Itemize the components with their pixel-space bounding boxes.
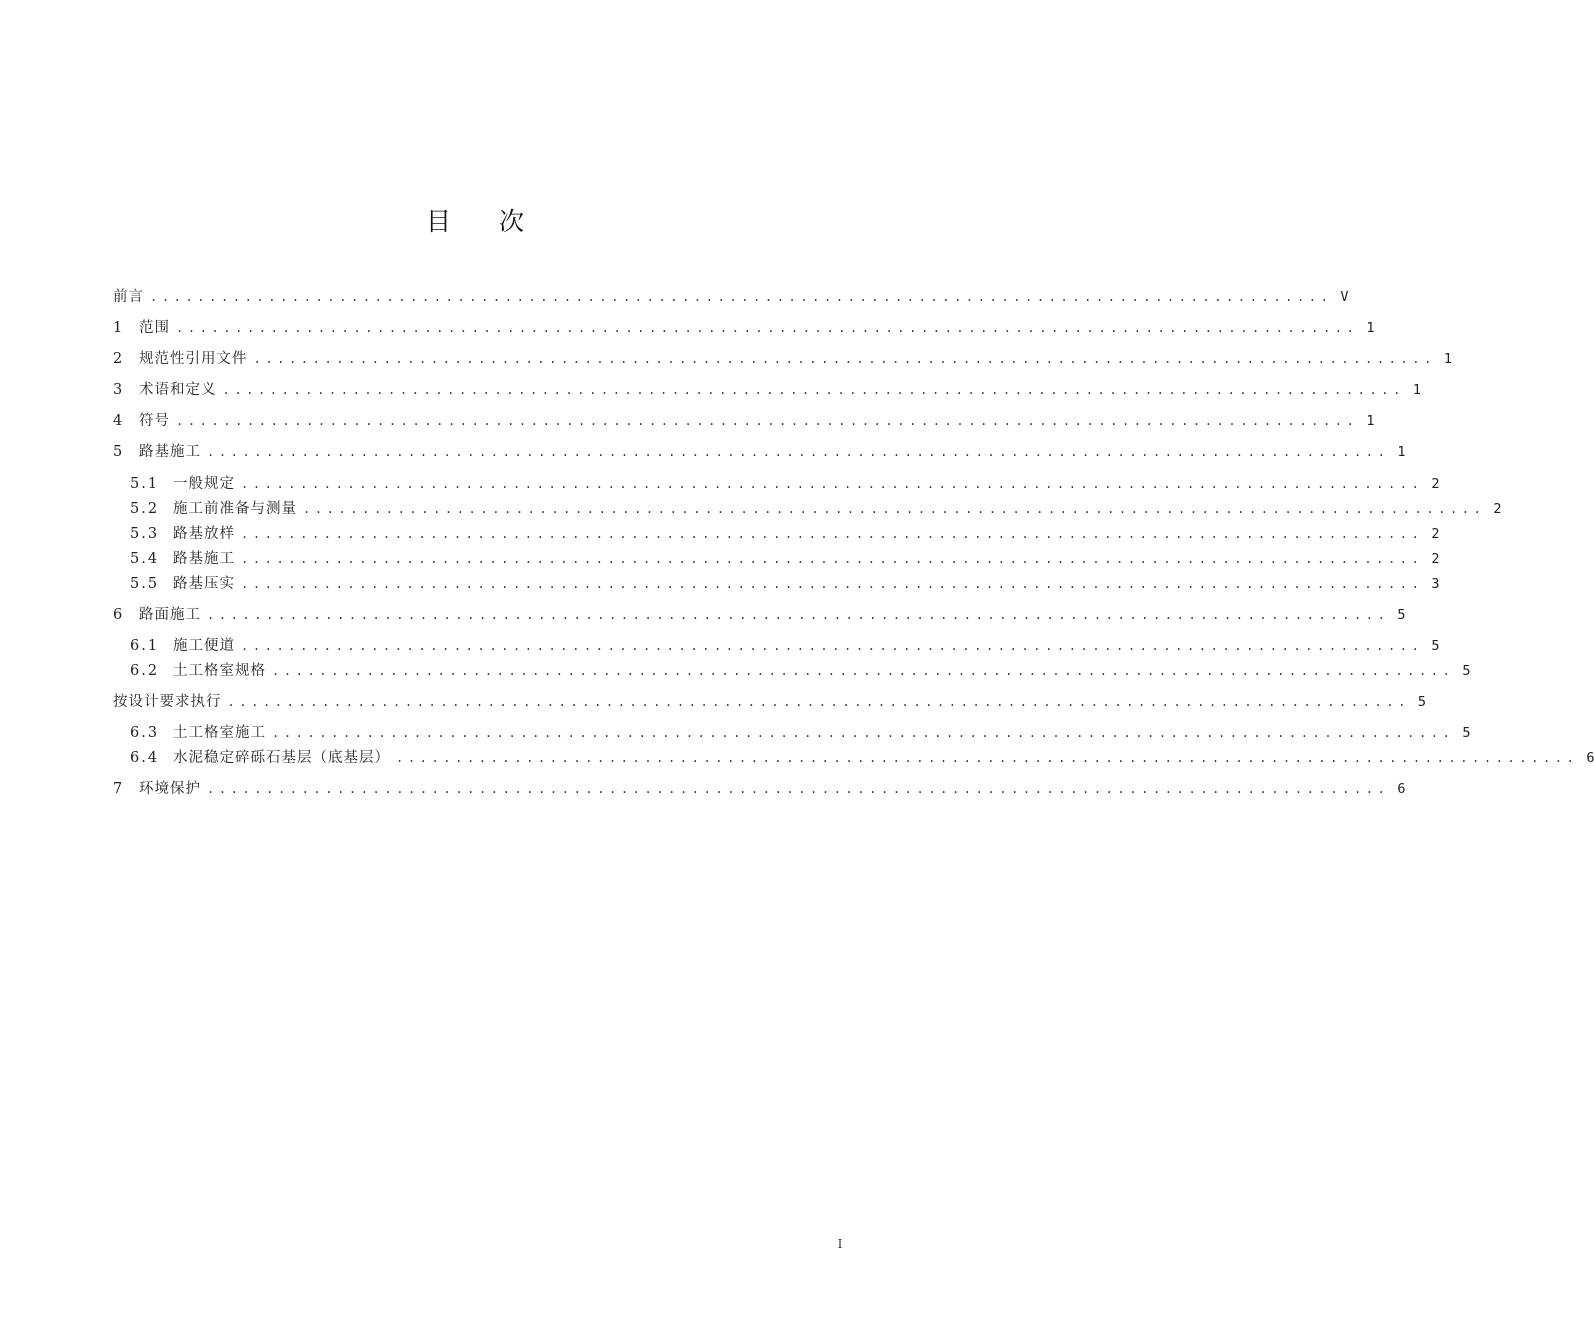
page-number: I — [837, 1237, 843, 1251]
toc-entry-title: 路基放样 — [173, 526, 235, 542]
toc-entry-page: 5 — [1417, 694, 1426, 710]
toc-dot-leader: .................................................................................................... — [150, 290, 1333, 304]
page-title: 目次 — [425, 207, 572, 236]
toc-dot-leader: .................................................................................................... — [241, 552, 1424, 566]
toc-entry-title: 规范性引用文件 — [139, 351, 248, 367]
toc-dot-leader: .................................................................................................... — [272, 726, 1455, 740]
toc-entry-page: 2 — [1431, 526, 1440, 542]
toc-subentry[interactable] — [130, 722, 1471, 744]
toc-entry-title: 一般规定 — [173, 476, 235, 492]
toc-dot-leader: .................................................................................................... — [176, 414, 1359, 428]
toc-entry-number: 2 — [113, 351, 125, 367]
toc-entry-number: 6.3 — [130, 725, 160, 741]
toc-entry-title: 水泥稳定碎砾石基层（底基层） — [173, 750, 390, 766]
toc-entry-number: 5 — [113, 444, 125, 460]
toc-dot-leader: .................................................................................................... — [207, 445, 1390, 459]
toc-entry-page: 3 — [1431, 576, 1440, 592]
toc-entry[interactable] — [113, 691, 1426, 713]
toc-entry-page: 6 — [1586, 750, 1594, 766]
toc-subentry[interactable] — [130, 523, 1440, 545]
toc-entry-page: 6 — [1397, 781, 1406, 797]
toc-entry-number: 5.5 — [130, 576, 160, 592]
toc-entry[interactable] — [113, 778, 1406, 800]
toc-entry-title: 环境保护 — [139, 781, 201, 797]
toc-entry[interactable] — [113, 317, 1375, 339]
toc-dot-leader: .................................................................................................... — [241, 577, 1424, 591]
toc-entry-page: 2 — [1431, 476, 1440, 492]
toc-subentry[interactable] — [130, 548, 1440, 570]
toc-entry-number: 3 — [113, 382, 125, 398]
toc-entry-title: 前言 — [113, 289, 144, 305]
toc-dot-leader: .................................................................................................... — [396, 751, 1579, 765]
toc-entry-page: 2 — [1493, 501, 1502, 517]
toc-entry-page: V — [1340, 289, 1349, 305]
toc-dot-leader: .................................................................................................... — [222, 383, 1405, 397]
toc-subentry[interactable] — [130, 498, 1502, 520]
toc-entry-number: 6.4 — [130, 750, 160, 766]
toc-entry[interactable] — [113, 441, 1406, 463]
toc-dot-leader: .................................................................................................... — [207, 782, 1390, 796]
toc-entry-title: 土工格室施工 — [173, 725, 266, 741]
toc-entry-page: 1 — [1366, 320, 1375, 336]
toc-entry-number: 5.1 — [130, 476, 160, 492]
toc-dot-leader: .................................................................................................... — [272, 664, 1455, 678]
toc-entry-title: 符号 — [139, 413, 170, 429]
toc-entry-number: 4 — [113, 413, 125, 429]
toc-entry-title: 范围 — [139, 320, 170, 336]
toc-entry-page: 5 — [1462, 663, 1471, 679]
toc-entry-page: 1 — [1397, 444, 1406, 460]
toc-entry-title: 施工便道 — [173, 638, 235, 654]
toc-dot-leader: .................................................................................................... — [241, 639, 1424, 653]
toc-entry-page: 1 — [1412, 382, 1421, 398]
toc-entry[interactable] — [113, 348, 1452, 370]
toc-entry-title: 路面施工 — [139, 607, 201, 623]
toc-entry[interactable] — [113, 410, 1375, 432]
toc-entry-title: 路基压实 — [173, 576, 235, 592]
toc-entry-page: 5 — [1397, 607, 1406, 623]
toc-entry-title: 路基施工 — [173, 551, 235, 567]
toc-entry-number: 5.3 — [130, 526, 160, 542]
toc-entry-page: 1 — [1443, 351, 1452, 367]
toc-dot-leader: .................................................................................................... — [253, 352, 1436, 366]
toc-entry-number: 6 — [113, 607, 125, 623]
toc-entry-number: 5.4 — [130, 551, 160, 567]
toc-entry[interactable] — [113, 379, 1421, 401]
toc-entry-page: 5 — [1462, 725, 1471, 741]
toc-dot-leader: .................................................................................................... — [241, 527, 1424, 541]
toc-entry-number: 5.2 — [130, 501, 160, 517]
toc-dot-leader: .................................................................................................... — [176, 321, 1359, 335]
toc-subentry[interactable] — [130, 473, 1440, 495]
toc-entry-page: 1 — [1366, 413, 1375, 429]
toc-subentry[interactable] — [130, 660, 1471, 682]
toc-dot-leader: .................................................................................................... — [207, 608, 1390, 622]
toc-entry-title: 路基施工 — [139, 444, 201, 460]
toc-subentry[interactable] — [130, 635, 1440, 657]
toc-entry-preface[interactable] — [113, 286, 1349, 308]
toc-entry-number: 6.2 — [130, 663, 160, 679]
table-of-contents — [113, 0, 1594, 1344]
toc-dot-leader: .................................................................................................... — [227, 695, 1410, 709]
toc-entry-number: 1 — [113, 320, 125, 336]
toc-entry-title: 施工前准备与测量 — [173, 501, 297, 517]
toc-subentry[interactable] — [130, 573, 1440, 595]
toc-entry-title: 土工格室规格 — [173, 663, 266, 679]
toc-dot-leader: .................................................................................................... — [303, 502, 1486, 516]
toc-entry-page: 2 — [1431, 551, 1440, 567]
toc-entry-page: 5 — [1431, 638, 1440, 654]
toc-entry[interactable] — [113, 604, 1406, 626]
toc-subentry[interactable] — [130, 747, 1594, 769]
toc-dot-leader: .................................................................................................... — [241, 477, 1424, 491]
toc-entry-title: 术语和定义 — [139, 382, 217, 398]
toc-entry-number: 6.1 — [130, 638, 160, 654]
toc-entry-title: 按设计要求执行 — [113, 694, 222, 710]
toc-entry-number: 7 — [113, 781, 125, 797]
